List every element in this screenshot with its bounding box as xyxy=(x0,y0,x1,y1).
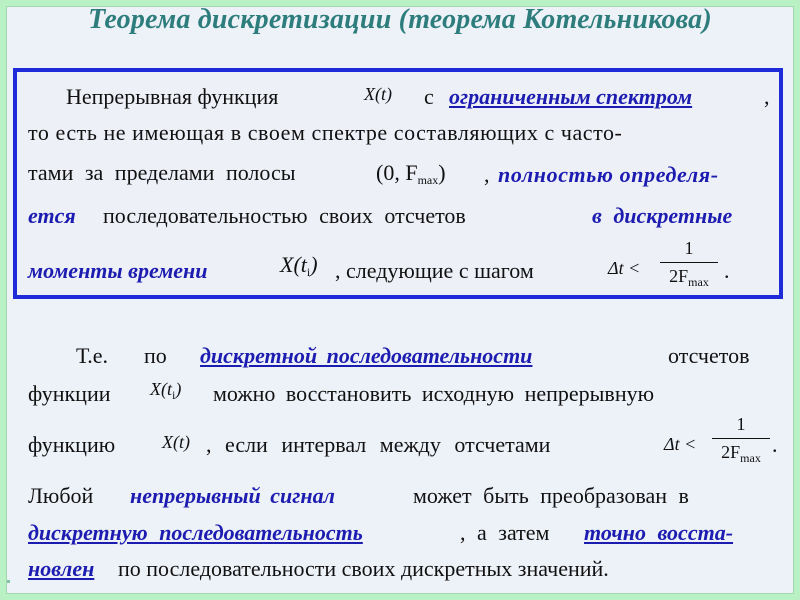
def-l1-text: Непрерывная функция xyxy=(66,84,279,109)
def-l1-comma: , xyxy=(764,84,770,109)
def-l5-den-text: 2F xyxy=(669,266,689,286)
def-l5-fn-close: ) xyxy=(310,252,318,277)
def-l3-text: тами за пределами полосы xyxy=(28,160,296,185)
def-line-1 xyxy=(66,84,278,110)
p2-l1-emphasis: дискретной последовательности xyxy=(200,343,533,368)
def-l1-word: с xyxy=(424,84,434,109)
p2-l1-c: отсчетов xyxy=(668,343,750,368)
p2-l3-fraction xyxy=(712,414,770,466)
p3-l3-emphasis: новлен xyxy=(28,556,95,581)
def-l5-period: . xyxy=(724,258,730,283)
def-l3-emphasis: полностью определя- xyxy=(498,162,719,187)
p2-l2-b: можно восстановить исходную непрерывную xyxy=(213,381,655,406)
p3-l2-emphasis-1: дискретную последовательность xyxy=(28,520,363,545)
def-l5-function xyxy=(280,252,318,280)
def-l3-band-text: (0, F xyxy=(376,160,418,185)
p2-l3-b: , если интервал между отсчетами xyxy=(206,432,551,457)
def-l4-text: последовательностью своих отсчетов xyxy=(103,203,466,228)
p2-l2-fn: X(t xyxy=(150,379,172,399)
p2-l3-period: . xyxy=(772,432,778,457)
p2-l3-a: функцию xyxy=(28,432,116,457)
def-l5-fn: X(t xyxy=(280,252,307,277)
p2-l2-a: функции xyxy=(28,381,111,406)
def-l5-text: , следующие с шагом xyxy=(335,258,534,283)
p2-l2-fn-close: ) xyxy=(175,379,182,399)
p2-l3-den xyxy=(712,442,770,466)
def-l3-comma: , xyxy=(484,162,490,187)
p2-l3-dt: Δt < xyxy=(664,434,697,454)
p2-l2-fn-sub: i xyxy=(172,388,176,402)
def-l3-band-close: ) xyxy=(438,160,446,185)
def-l5-fn-sub: i xyxy=(306,265,311,279)
p2-l3-num: 1 xyxy=(736,414,746,434)
def-l5-fraction xyxy=(660,238,718,290)
def-l3-band-sub: max xyxy=(417,173,439,187)
def-l4-emphasis-2: в дискретные xyxy=(592,203,733,228)
p2-l3-function: X(t) xyxy=(162,432,190,452)
def-l4-emphasis-1: ется xyxy=(28,203,76,228)
slide-title: Теорема дискретизации (теорема Котельникова) xyxy=(88,4,712,35)
p2-l3-fraction-bar xyxy=(712,438,770,439)
p2-l3-den-sub: max xyxy=(740,451,761,465)
def-l5-num: 1 xyxy=(684,238,694,258)
p2-l1-a: Т.е. xyxy=(76,343,109,368)
def-l5-fraction-bar xyxy=(660,262,718,263)
def-l5-den-sub: max xyxy=(688,275,709,289)
p2-l3-den-text: 2F xyxy=(721,442,741,462)
p2-l1-b: по xyxy=(144,343,167,368)
corner-marker xyxy=(7,580,10,583)
p3-l1-b: может быть преобразован в xyxy=(413,483,689,508)
def-l1-emphasis: ограниченным спектром xyxy=(449,84,693,109)
p3-l2-a: , а затем xyxy=(460,520,550,545)
p3-l3-a: по последовательности своих дискретных значений. xyxy=(118,556,609,581)
def-line-2: то есть не имеющая в своем спектре составляющих с часто- xyxy=(28,120,623,145)
def-l5-emphasis: моменты времени xyxy=(28,258,208,283)
p3-l2-emphasis-2: точно восста- xyxy=(584,520,734,545)
def-l5-den xyxy=(660,266,718,290)
def-l3-band xyxy=(376,160,446,188)
p3-l1-a: Любой xyxy=(28,483,94,508)
p3-l1-emphasis: непрерывный сигнал xyxy=(130,483,335,508)
def-l1-function: X(t) xyxy=(364,84,392,104)
p2-l2-function xyxy=(150,379,181,403)
def-l5-dt: Δt < xyxy=(608,258,641,278)
